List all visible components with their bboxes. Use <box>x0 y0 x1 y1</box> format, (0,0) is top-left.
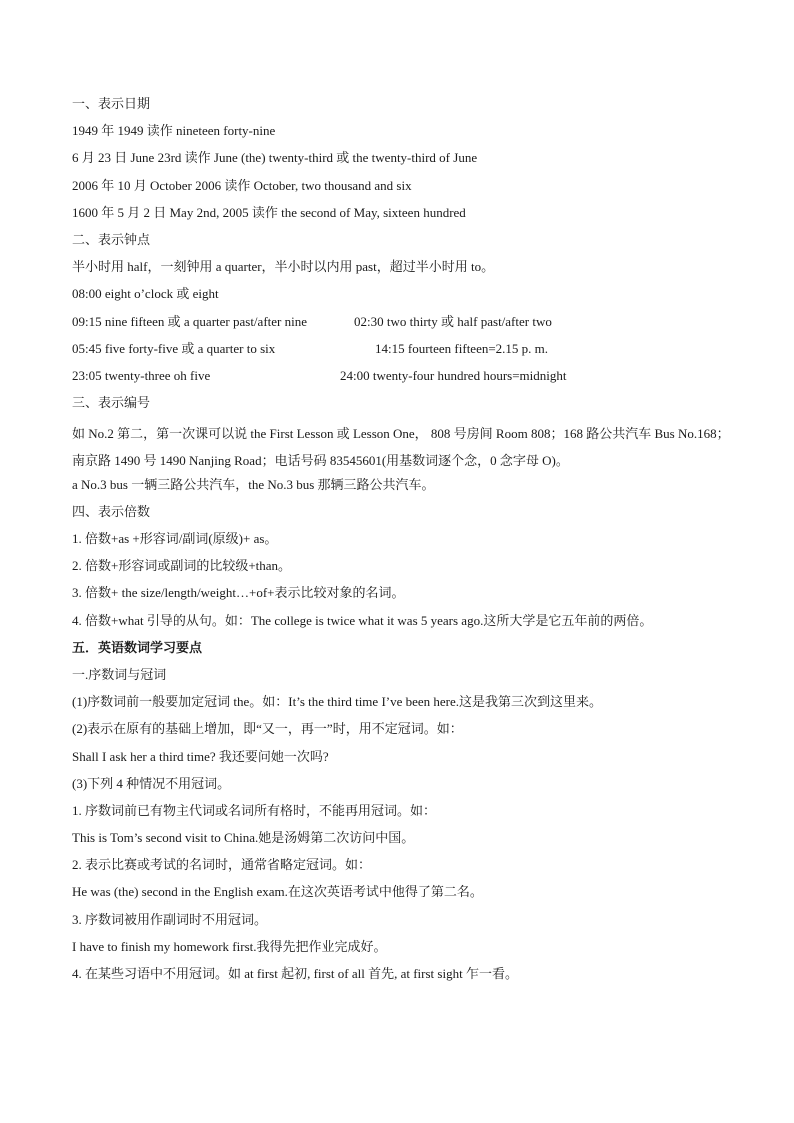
time-example-right: 02:30 two thirty 或 half past/after two <box>354 313 552 329</box>
subheading: 一.序数词与冠词 <box>72 666 167 682</box>
section-heading-key-points: 五．英语数词学习要点 <box>72 639 203 655</box>
section-heading-multiples: 四、表示倍数 <box>72 503 151 519</box>
text-line: He was (the) second in the English exam.在这次英语考试中他得了第二名。 <box>72 884 483 900</box>
text-line: 4. 在某些习语中不用冠词。如 at first 起初, first of all 首先, at first sight 乍一看。 <box>72 966 518 982</box>
section-heading-numbering: 三、表示编号 <box>72 395 151 411</box>
text-line: (3)下列 4 种情况不用冠词。 <box>72 775 231 791</box>
text-line: 3. 倍数+ the size/length/weight…+of+表示比较对象的名词。 <box>72 585 405 601</box>
time-example-left: 09:15 nine fifteen 或 a quarter past/after nine <box>72 313 307 329</box>
text-line: (1)序数词前一般要加定冠词 the。如：It’s the third time I’ve been here.这是我第三次到这里来。 <box>72 694 603 710</box>
text-paragraph: 如 No.2 第二，第一次课可以说 the First Lesson 或 Lesson One， 808 号房间 Room 808；168 路公共汽车 Bus No.168；南京路 1490 号 1490 Nanjing Road；电话号码 83545601(用基数词逐个念，0 念字母 O)。 <box>72 426 730 469</box>
time-example-left: 05:45 five forty-five 或 a quarter to six <box>72 340 276 356</box>
text-line: This is Tom’s second visit to China.她是汤姆第二次访问中国。 <box>72 830 415 846</box>
text-line: (2)表示在原有的基础上增加，即“又一，再一”时，用不定冠词。如： <box>72 721 463 737</box>
text-line: Shall I ask her a third time? 我还要问她一次吗? <box>72 748 329 764</box>
section-heading-dates: 一、表示日期 <box>72 96 151 111</box>
text-line: 1600 年 5 月 2 日 May 2nd, 2005 读作 the second of May, sixteen hundred <box>72 204 466 220</box>
text-line: 2006 年 10 月 October 2006 读作 October, two thousand and six <box>72 177 412 193</box>
text-line: 3. 序数词被用作副词时不用冠词。 <box>72 911 268 927</box>
text-line: 1. 倍数+as +形容词/副词(原级)+ as。 <box>72 531 278 547</box>
text-line: a No.3 bus 一辆三路公共汽车，the No.3 bus 那辆三路公共汽车。 <box>72 476 435 492</box>
text-line: 2. 表示比赛或考试的名词时，通常省略定冠词。如： <box>72 857 372 873</box>
time-pair-row <box>72 339 732 366</box>
section-heading-time: 二、表示钟点 <box>72 231 151 247</box>
text-line: 4. 倍数+what 引导的从句。如：The college is twice what it was 5 years ago.这所大学是它五年前的两倍。 <box>72 612 653 628</box>
time-example-right: 24:00 twenty-four hundred hours=midnight <box>340 367 567 383</box>
text-line: I have to finish my homework first.我得先把作业完成好。 <box>72 938 387 954</box>
document-page <box>72 94 732 991</box>
time-example-left: 23:05 twenty-three oh five <box>72 367 211 383</box>
time-pair-row <box>72 366 732 393</box>
text-line: 1. 序数词前已有物主代词或名词所有格时，不能再用冠词。如： <box>72 802 437 818</box>
text-line: 08:00 eight o’clock 或 eight <box>72 286 219 302</box>
text-line: 2. 倍数+形容词或副词的比较级+than。 <box>72 558 292 574</box>
text-line: 半小时用 half，一刻钟用 a quarter，半小时以内用 past，超过半小时用 to。 <box>72 259 495 275</box>
text-line: 6 月 23 日 June 23rd 读作 June (the) twenty-third 或 the twenty-third of June <box>72 150 478 166</box>
text-line: 1949 年 1949 读作 nineteen forty-nine <box>72 123 276 139</box>
time-pair-row <box>72 312 732 339</box>
time-example-right: 14:15 fourteen fifteen=2.15 p. m. <box>375 340 549 356</box>
